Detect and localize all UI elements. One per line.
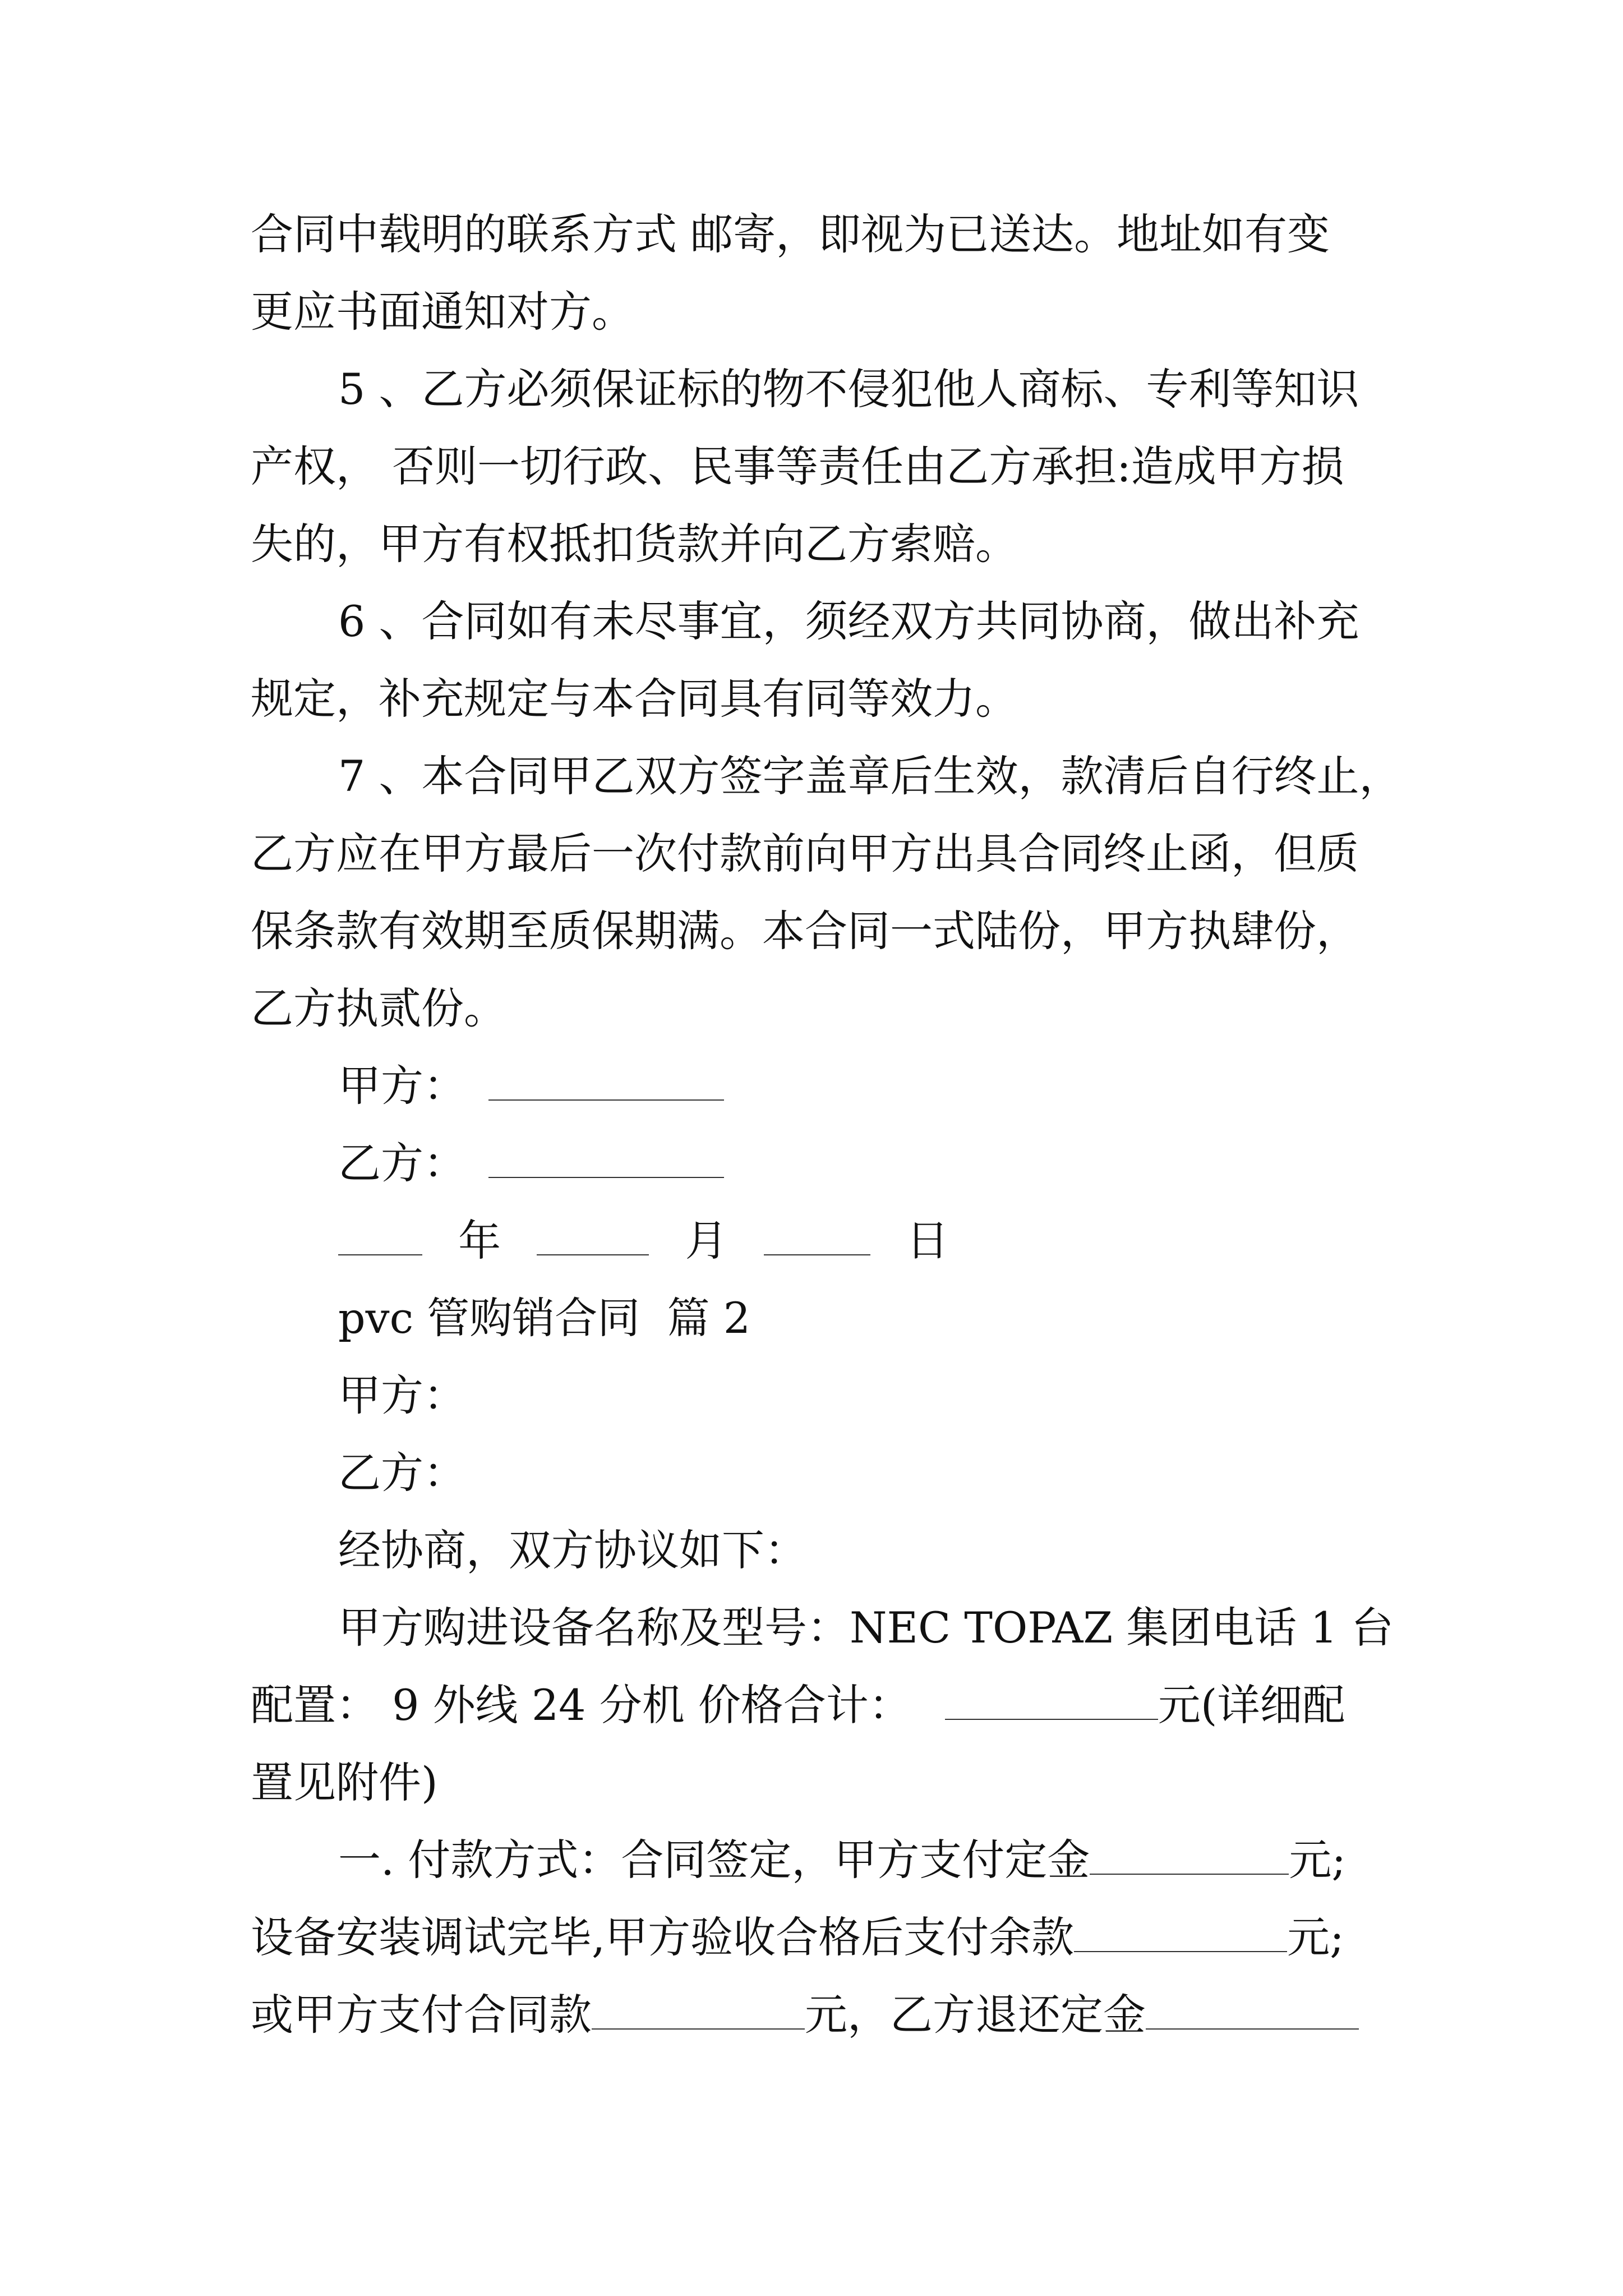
sign-date: [338, 1214, 949, 1268]
payment-line-3-text: 或甲方支付合同款: [251, 1990, 592, 2040]
section2-agree: 经协商，双方协议如下：: [338, 1525, 807, 1575]
balance-blank: [1074, 1917, 1287, 1952]
equipment-line-2: [251, 1678, 1345, 1732]
section2-party-a: 甲方：: [338, 1370, 466, 1420]
clause-7-line-2: 乙方应在甲方最后一次付款前向甲方出具合同终止函，但质: [251, 829, 1359, 878]
payment-line-3-mid: 元，乙方退还定金: [805, 1990, 1146, 2040]
month-label: 月: [685, 1216, 728, 1266]
section2-heading: pvc 管购销合同 篇 2: [338, 1293, 751, 1343]
equipment-line-1: 甲方购进设备名称及型号：NEC TOPAZ 集团电话 1 台: [338, 1603, 1394, 1653]
body-line-1: 合同中载明的联系方式 邮寄，即视为已送达。地址如有变: [251, 209, 1330, 259]
clause-6-line-2: 规定，补充规定与本合同具有同等效力。: [251, 674, 1018, 724]
payment-line-1-text: 一. 付款方式：合同签定，甲方支付定金: [338, 1835, 1090, 1885]
price-total-blank: [945, 1685, 1158, 1720]
refund-deposit-blank: [1146, 1995, 1359, 2030]
section2-party-b: 乙方：: [338, 1448, 466, 1498]
clause-6-line-1: 6 、合同如有未尽事宜，须经双方共同协商，做出补充: [338, 596, 1359, 646]
month-blank: [537, 1221, 649, 1255]
equipment-line-2-tail: 元(详细配: [1158, 1680, 1345, 1730]
year-label: 年: [458, 1216, 501, 1266]
payment-line-1: [338, 1833, 1346, 1887]
payment-line-2-text: 设备安装调试完毕,甲方验收合格后支付余款: [251, 1912, 1075, 1962]
clause-5-line-3: 失的，甲方有权抵扣货款并向乙方索赔。: [251, 519, 1018, 569]
equipment-line-2-text: 配置： 9 外线 24 分机 价格合计：: [251, 1680, 911, 1730]
clause-5-line-1: 5 、乙方必须保证标的物不侵犯他人商标、专利等知识: [338, 364, 1359, 414]
year-blank: [338, 1221, 422, 1255]
sign-party-a-label: 甲方：: [338, 1061, 466, 1111]
equipment-line-3: 置见附件): [251, 1757, 438, 1807]
clause-5-line-2: 产权， 否则一切行政、民事等责任由乙方承担:造成甲方损: [251, 441, 1344, 491]
payment-line-1-tail: 元;: [1289, 1835, 1346, 1885]
sign-party-b-blank: [488, 1143, 724, 1178]
payment-line-2: [251, 1911, 1344, 1964]
contract-payment-blank: [592, 1995, 805, 2030]
body-line-2: 更应书面通知对方。: [251, 287, 634, 337]
clause-7-line-4: 乙方执贰份。: [251, 983, 506, 1033]
day-blank: [764, 1221, 870, 1255]
sign-party-b: [338, 1137, 724, 1190]
deposit-blank: [1090, 1840, 1289, 1875]
clause-7-line-1: 7 、本合同甲乙双方签字盖章后生效，款清后自行终止，: [338, 751, 1402, 801]
day-label: 日: [906, 1216, 949, 1266]
clause-7-line-3: 保条款有效期至质保期满。本合同一式陆份，甲方执肆份，: [251, 906, 1359, 956]
sign-party-b-label: 乙方：: [338, 1138, 466, 1188]
payment-line-3: [251, 1988, 1359, 2042]
sign-party-a: [338, 1059, 724, 1113]
payment-line-2-tail: 元;: [1287, 1912, 1344, 1962]
sign-party-a-blank: [488, 1066, 724, 1101]
